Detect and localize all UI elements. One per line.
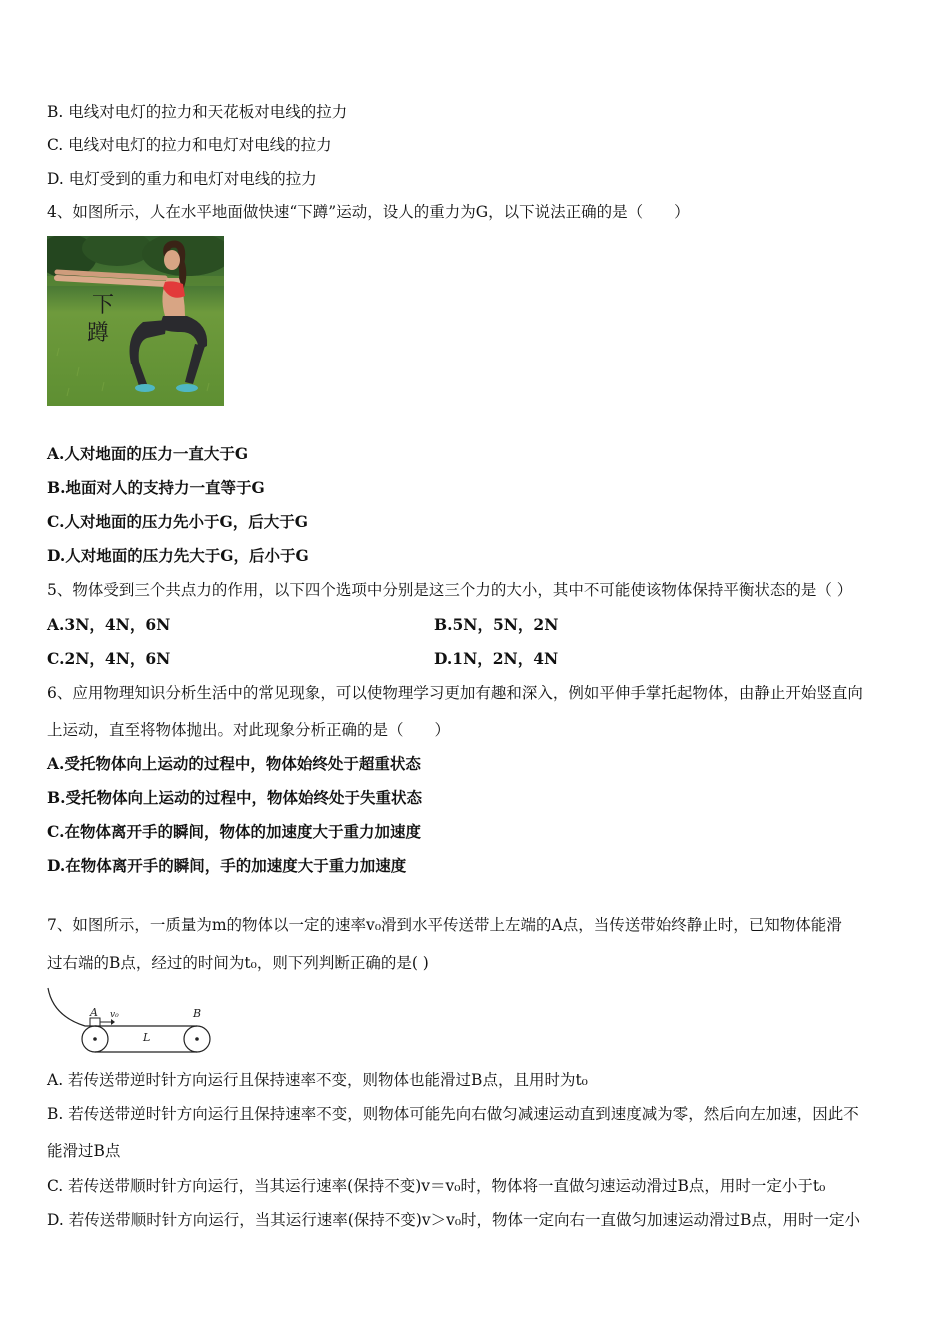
q6-stem-line2: 上运动，直至将物体抛出。对此现象分析正确的是（ ） xyxy=(47,721,451,739)
q6-option-b: B.受托物体向上运动的过程中，物体始终处于失重状态 xyxy=(47,788,422,807)
q7-option-c: C. 若传送带顺时针方向运行，当其运行速率(保持不变)v＝v₀时，物体将一直做匀速运动滑过B点，用时一定小于t₀ xyxy=(47,1177,826,1195)
q5-option-b: B.5N，5N，2N xyxy=(434,615,559,634)
q4-option-a: A.人对地面的压力一直大于G xyxy=(47,444,249,463)
conveyor-diagram xyxy=(45,986,215,1058)
conveyor-svg xyxy=(45,986,215,1058)
q4-option-c: C.人对地面的压力先小于G，后大于G xyxy=(47,512,308,531)
q7-stem-line1: 7、如图所示，一质量为m的物体以一定的速率v₀滑到水平传送带上左端的A点，当传送带始终静止时，已知物体能滑 xyxy=(47,916,842,934)
figure-text-dun: 蹲 xyxy=(87,321,110,346)
q3-option-b: B. 电线对电灯的拉力和天花板对电线的拉力 xyxy=(47,103,348,121)
q7-option-d: D. 若传送带顺时针方向运行，当其运行速率(保持不变)v＞v₀时，物体一定向右一直做匀加速运动滑过B点，用时一定小 xyxy=(47,1211,860,1229)
q6-option-a: A.受托物体向上运动的过程中，物体始终处于超重状态 xyxy=(47,754,421,773)
q6-stem-line1: 6、应用物理知识分析生活中的常见现象，可以使物理学习更加有趣和深入，例如平伸手掌托起物体，由静止开始竖直向 xyxy=(47,684,863,702)
q5-option-d: D.1N，2N，4N xyxy=(434,649,559,668)
q5-stem: 5、物体受到三个共点力的作用，以下四个选项中分别是这三个力的大小，其中不可能使该物体保持平衡状态的是（ ） xyxy=(47,581,853,599)
label-v0: v₀ xyxy=(110,1010,119,1020)
q5-option-a: A.3N，4N，6N xyxy=(47,615,171,634)
q4-option-b: B.地面对人的支持力一直等于G xyxy=(47,478,265,497)
q7-option-b-line2: 能滑过B点 xyxy=(47,1142,121,1160)
figure-text-xia: 下 xyxy=(92,293,115,318)
q7-stem-line2: 过右端的B点，经过的时间为t₀，则下列判断正确的是( ) xyxy=(47,954,429,972)
q4-option-d: D.人对地面的压力先大于G，后小于G xyxy=(47,546,309,565)
label-a: A xyxy=(90,1006,98,1019)
q5-option-c: C.2N，4N，6N xyxy=(47,649,171,668)
q3-option-d: D. 电灯受到的重力和电灯对电线的拉力 xyxy=(47,170,317,188)
q3-option-c: C. 电线对电灯的拉力和电灯对电线的拉力 xyxy=(47,136,332,154)
q7-option-b-line1: B. 若传送带逆时针方向运行且保持速率不变，则物体可能先向右做匀减速运动直到速度减为零，然后向左加速，因此不 xyxy=(47,1105,859,1123)
label-b: B xyxy=(193,1007,202,1020)
q6-option-d: D.在物体离开手的瞬间，手的加速度大于重力加速度 xyxy=(47,856,407,875)
squat-photo xyxy=(47,236,224,406)
q6-option-c: C.在物体离开手的瞬间，物体的加速度大于重力加速度 xyxy=(47,822,421,841)
label-l: L xyxy=(143,1031,151,1044)
q4-stem: 4、如图所示，人在水平地面做快速“下蹲”运动，设人的重力为G，以下说法正确的是（ ） xyxy=(47,203,690,221)
squat-illustration xyxy=(47,236,224,406)
q7-option-a: A. 若传送带逆时针方向运行且保持速率不变，则物体也能滑过B点，且用时为t₀ xyxy=(47,1071,588,1089)
